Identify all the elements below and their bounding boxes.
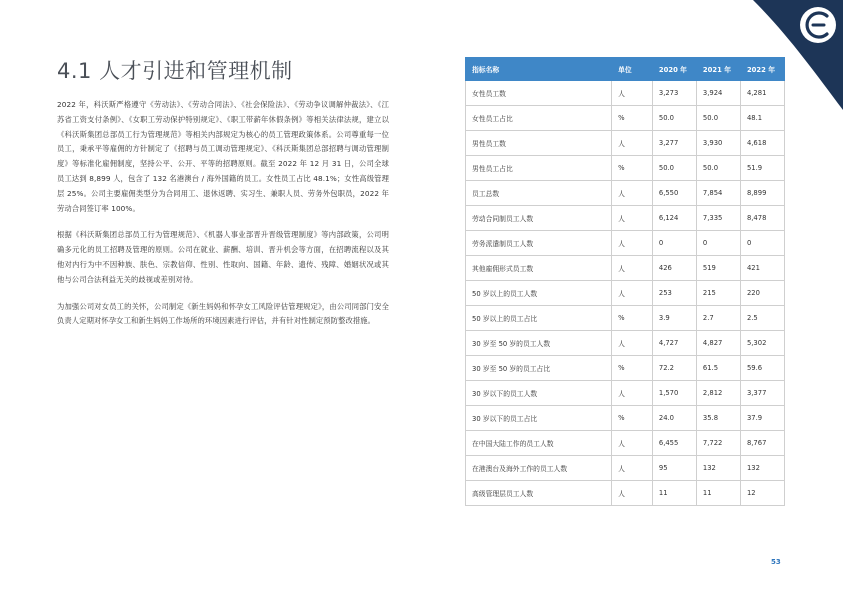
value-2022-cell: 4,281 [740, 81, 784, 106]
table-row [466, 156, 785, 181]
value-2020-cell: 3,277 [652, 131, 696, 156]
value-2022-cell: 8,767 [740, 431, 784, 456]
value-2022-cell: 0 [740, 231, 784, 256]
value-2021-cell: 50.0 [696, 106, 740, 131]
value-2021-cell: 519 [696, 256, 740, 281]
value-2021-cell: 61.5 [696, 356, 740, 381]
unit-cell: % [612, 356, 653, 381]
table-row [466, 131, 785, 156]
value-2022-cell: 8,478 [740, 206, 784, 231]
table-row [466, 481, 785, 506]
value-2022-cell: 48.1 [740, 106, 784, 131]
page-number: 53 [771, 558, 781, 566]
unit-cell: 人 [612, 381, 653, 406]
value-2020-cell: 253 [652, 281, 696, 306]
value-2021-cell: 7,854 [696, 181, 740, 206]
unit-cell: 人 [612, 456, 653, 481]
value-2021-cell: 2.7 [696, 306, 740, 331]
value-2020-cell: 24.0 [652, 406, 696, 431]
unit-cell: 人 [612, 281, 653, 306]
unit-cell: 人 [612, 256, 653, 281]
table-row [466, 281, 785, 306]
unit-cell: 人 [612, 131, 653, 156]
value-2022-cell: 12 [740, 481, 784, 506]
value-2020-cell: 72.2 [652, 356, 696, 381]
value-2022-cell: 421 [740, 256, 784, 281]
value-2020-cell: 1,570 [652, 381, 696, 406]
value-2021-cell: 4,827 [696, 331, 740, 356]
unit-cell: 人 [612, 431, 653, 456]
header-unit: 单位 [612, 58, 653, 81]
table-row [466, 231, 785, 256]
table-row [466, 431, 785, 456]
unit-cell: % [612, 156, 653, 181]
value-2021-cell: 35.8 [696, 406, 740, 431]
indicator-cell: 员工总数 [466, 181, 612, 206]
employee-statistics-table [465, 57, 785, 506]
value-2020-cell: 6,124 [652, 206, 696, 231]
unit-cell: 人 [612, 181, 653, 206]
header-2021: 2021 年 [696, 58, 740, 81]
indicator-cell: 30 岁以下的员工占比 [466, 406, 612, 431]
indicator-cell: 劳务派遣制员工人数 [466, 231, 612, 256]
unit-cell: % [612, 306, 653, 331]
indicator-cell: 男性员工数 [466, 131, 612, 156]
value-2022-cell: 2.5 [740, 306, 784, 331]
value-2021-cell: 3,930 [696, 131, 740, 156]
table-row [466, 256, 785, 281]
indicator-cell: 其他雇佣形式员工数 [466, 256, 612, 281]
header-2020: 2020 年 [652, 58, 696, 81]
header-2022: 2022 年 [740, 58, 784, 81]
indicator-cell: 高级管理层员工人数 [466, 481, 612, 506]
value-2020-cell: 6,550 [652, 181, 696, 206]
indicator-cell: 在港澳台及海外工作的员工人数 [466, 456, 612, 481]
ecovacs-logo-icon [800, 7, 836, 43]
indicator-cell: 劳动合同制员工人数 [466, 206, 612, 231]
indicator-cell: 30 岁至 50 岁的员工人数 [466, 331, 612, 356]
value-2021-cell: 2,812 [696, 381, 740, 406]
section-heading: 4.1 人才引进和管理机制 [57, 59, 293, 83]
indicator-cell: 50 岁以上的员工人数 [466, 281, 612, 306]
table-row [466, 456, 785, 481]
body-text [57, 98, 389, 341]
value-2020-cell: 11 [652, 481, 696, 506]
value-2020-cell: 3.9 [652, 306, 696, 331]
value-2022-cell: 4,618 [740, 131, 784, 156]
value-2021-cell: 215 [696, 281, 740, 306]
value-2020-cell: 3,273 [652, 81, 696, 106]
table-row [466, 331, 785, 356]
value-2022-cell: 59.6 [740, 356, 784, 381]
value-2022-cell: 37.9 [740, 406, 784, 431]
value-2022-cell: 132 [740, 456, 784, 481]
indicator-cell: 50 岁以上的员工占比 [466, 306, 612, 331]
value-2021-cell: 0 [696, 231, 740, 256]
value-2020-cell: 50.0 [652, 106, 696, 131]
value-2020-cell: 426 [652, 256, 696, 281]
value-2021-cell: 11 [696, 481, 740, 506]
indicator-cell: 30 岁以下的员工人数 [466, 381, 612, 406]
value-2022-cell: 51.9 [740, 156, 784, 181]
unit-cell: 人 [612, 206, 653, 231]
table-row [466, 81, 785, 106]
table-row [466, 206, 785, 231]
table-row [466, 356, 785, 381]
table-header-row [466, 58, 785, 81]
value-2021-cell: 7,722 [696, 431, 740, 456]
table-row [466, 306, 785, 331]
paragraph-female-care: 为加强公司对女员工的关怀，公司制定《新生妈妈和怀孕女工风险评估管理规定》，由公司同部门安全负责人定期对怀孕女工和新生妈妈工作场所的环境因素进行评估，并有针对性制定预防整改措施。 [57, 301, 389, 326]
unit-cell: % [612, 106, 653, 131]
value-2022-cell: 8,899 [740, 181, 784, 206]
unit-cell: % [612, 406, 653, 431]
value-2020-cell: 95 [652, 456, 696, 481]
indicator-cell: 男性员工占比 [466, 156, 612, 181]
value-2022-cell: 3,377 [740, 381, 784, 406]
indicator-cell: 女性员工占比 [466, 106, 612, 131]
value-2020-cell: 0 [652, 231, 696, 256]
value-2020-cell: 50.0 [652, 156, 696, 181]
indicator-cell: 女性员工数 [466, 81, 612, 106]
value-2022-cell: 5,302 [740, 331, 784, 356]
indicator-cell: 30 岁至 50 岁的员工占比 [466, 356, 612, 381]
value-2020-cell: 4,727 [652, 331, 696, 356]
table-row [466, 406, 785, 431]
value-2020-cell: 6,455 [652, 431, 696, 456]
value-2021-cell: 132 [696, 456, 740, 481]
header-indicator: 指标名称 [466, 58, 612, 81]
table-row [466, 106, 785, 131]
table-row [466, 381, 785, 406]
paragraph-diversity-policy: 根据《科沃斯集团总部员工行为管理规范》、《机器人事业部晋升晋级管理制度》等内部政策，公司明确多元化的员工招聘及管理的原则。公司在就业、薪酬、培训、晋升机会等方面，在招聘流程以及其他对内行为中不因种族、肤色、宗教信仰、性别、性取向、国籍、年龄、遗传、残障、婚姻状况或其他与公司合法利益无关的歧视或差别对待。 [57, 230, 389, 284]
unit-cell: 人 [612, 81, 653, 106]
table-row [466, 181, 785, 206]
value-2022-cell: 220 [740, 281, 784, 306]
value-2021-cell: 7,335 [696, 206, 740, 231]
unit-cell: 人 [612, 331, 653, 356]
value-2021-cell: 3,924 [696, 81, 740, 106]
unit-cell: 人 [612, 481, 653, 506]
indicator-cell: 在中国大陆工作的员工人数 [466, 431, 612, 456]
unit-cell: 人 [612, 231, 653, 256]
paragraph-employment-overview: 2022 年，科沃斯严格遵守《劳动法》、《劳动合同法》、《社会保险法》、《劳动争议调解仲裁法》、《江苏省工资支付条例》、《女职工劳动保护特别规定》、《职工带薪年休假条例》等相关法律法规，建立以《科沃斯集团总部员工行为管理规范》等相关内部规定为核心的员工管理政策体系。公司尊重每一位员工，秉承平等雇佣的方针制定了《招聘与员工调动管理规定》、《科沃斯集团总部招聘与调动管理制度》等标准化雇佣制度，坚持公平、公开、平等的招聘原则。截至 2022 年 12 月 31 日，公司全球员工达到 8,899 人，包含了 132 名港澳台 / 海外国籍的员工。女性员工占比 48.1%；女性高级管理层 25%。公司主要雇佣类型分为合同用工、退休返聘、实习生、兼职人员、劳务外包职员，2022 年劳动合同签订率 100%。 [57, 100, 389, 213]
value-2021-cell: 50.0 [696, 156, 740, 181]
